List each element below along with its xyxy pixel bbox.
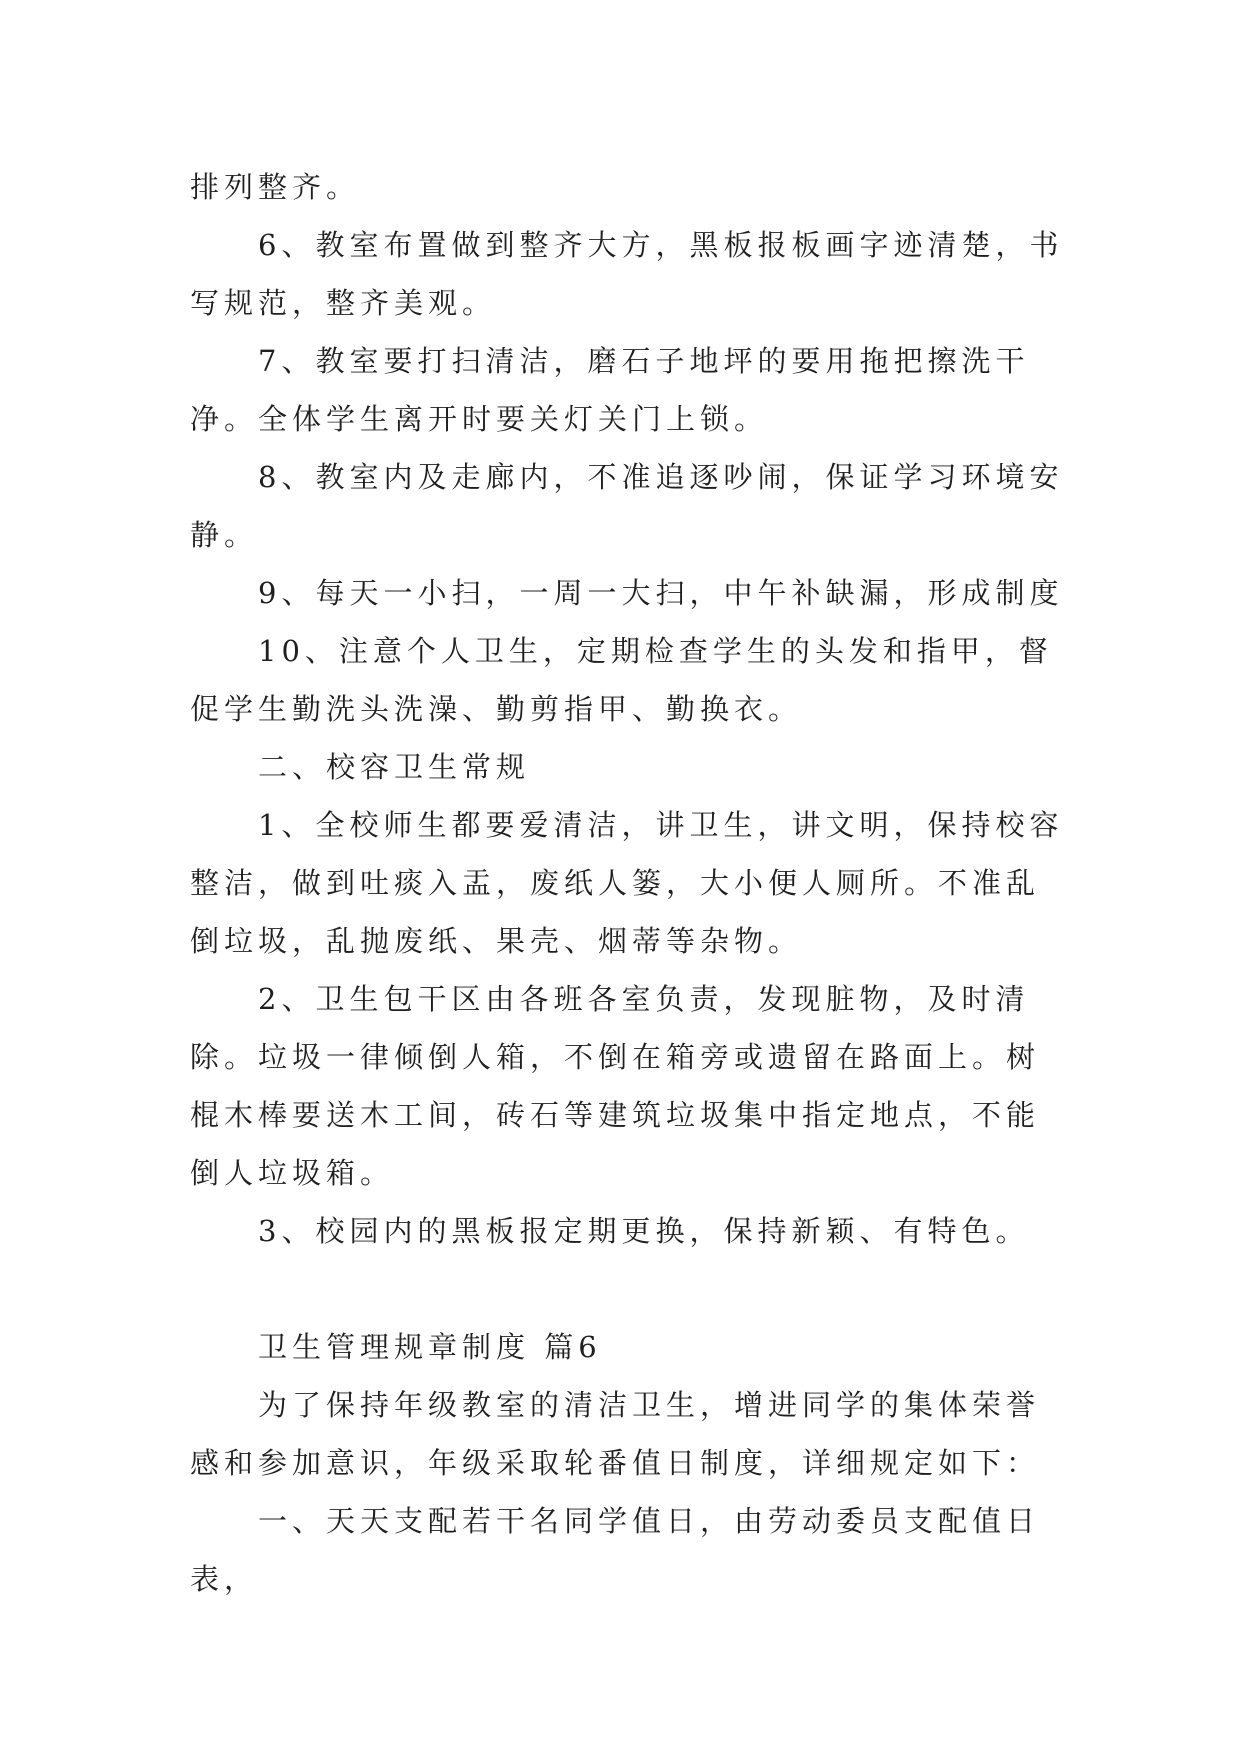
paragraph-item-9: 9、每天一小扫，一周一大扫，中午补缺漏，形成制度	[258, 576, 1064, 610]
section-paragraph-1: 一、天天支配若干名同学值日，由劳动委员支配值日表，	[190, 1504, 1041, 1596]
paragraph-item-7: 7、教室要打扫清洁，磨石子地坪的要用拖把擦洗干净。全体学生离开时要关灯关门上锁。	[190, 344, 1030, 436]
paragraph-campus-item-1: 1、全校师生都要爱清洁，讲卫生，讲文明，保持校容整洁，做到吐痰入盂，废纸人篓，大小便人厕所。不准乱倒垃圾，乱抛废纸、果壳、烟蒂等杂物。	[190, 808, 1064, 958]
section-spacer	[190, 1260, 1070, 1318]
paragraph-campus-item-3: 3、校园内的黑板报定期更换，保持新颖、有特色。	[258, 1214, 1030, 1248]
paragraph-item-8: 8、教室内及走廊内，不准追逐吵闹，保证学习环境安静。	[190, 460, 1064, 552]
paragraph-item-6: 6、教室布置做到整齐大方，黑板报板画字迹清楚，书写规范，整齐美观。	[190, 228, 1064, 320]
section-intro-paragraph: 为了保持年级教室的清洁卫生，增进同学的集体荣誉感和参加意识，年级采取轮番值日制度，详细规定如下：	[190, 1388, 1041, 1480]
paragraph-continuation: 排列整齐。	[190, 170, 361, 204]
section-title: 卫生管理规章制度 篇6	[258, 1330, 602, 1364]
subheading-campus-hygiene: 二、校容卫生常规	[258, 750, 531, 784]
paragraph-item-10: 10、注意个人卫生，定期检查学生的头发和指甲，督促学生勤洗头洗澡、勤剪指甲、勤换衣。	[190, 634, 1053, 726]
document-body	[190, 158, 1070, 1608]
paragraph-campus-item-2: 2、卫生包干区由各班各室负责，发现脏物，及时清除。垃圾一律倾倒人箱，不倒在箱旁或遗留在路面上。树棍木棒要送木工间，砖石等建筑垃圾集中指定地点，不能倒人垃圾箱。	[190, 982, 1041, 1190]
